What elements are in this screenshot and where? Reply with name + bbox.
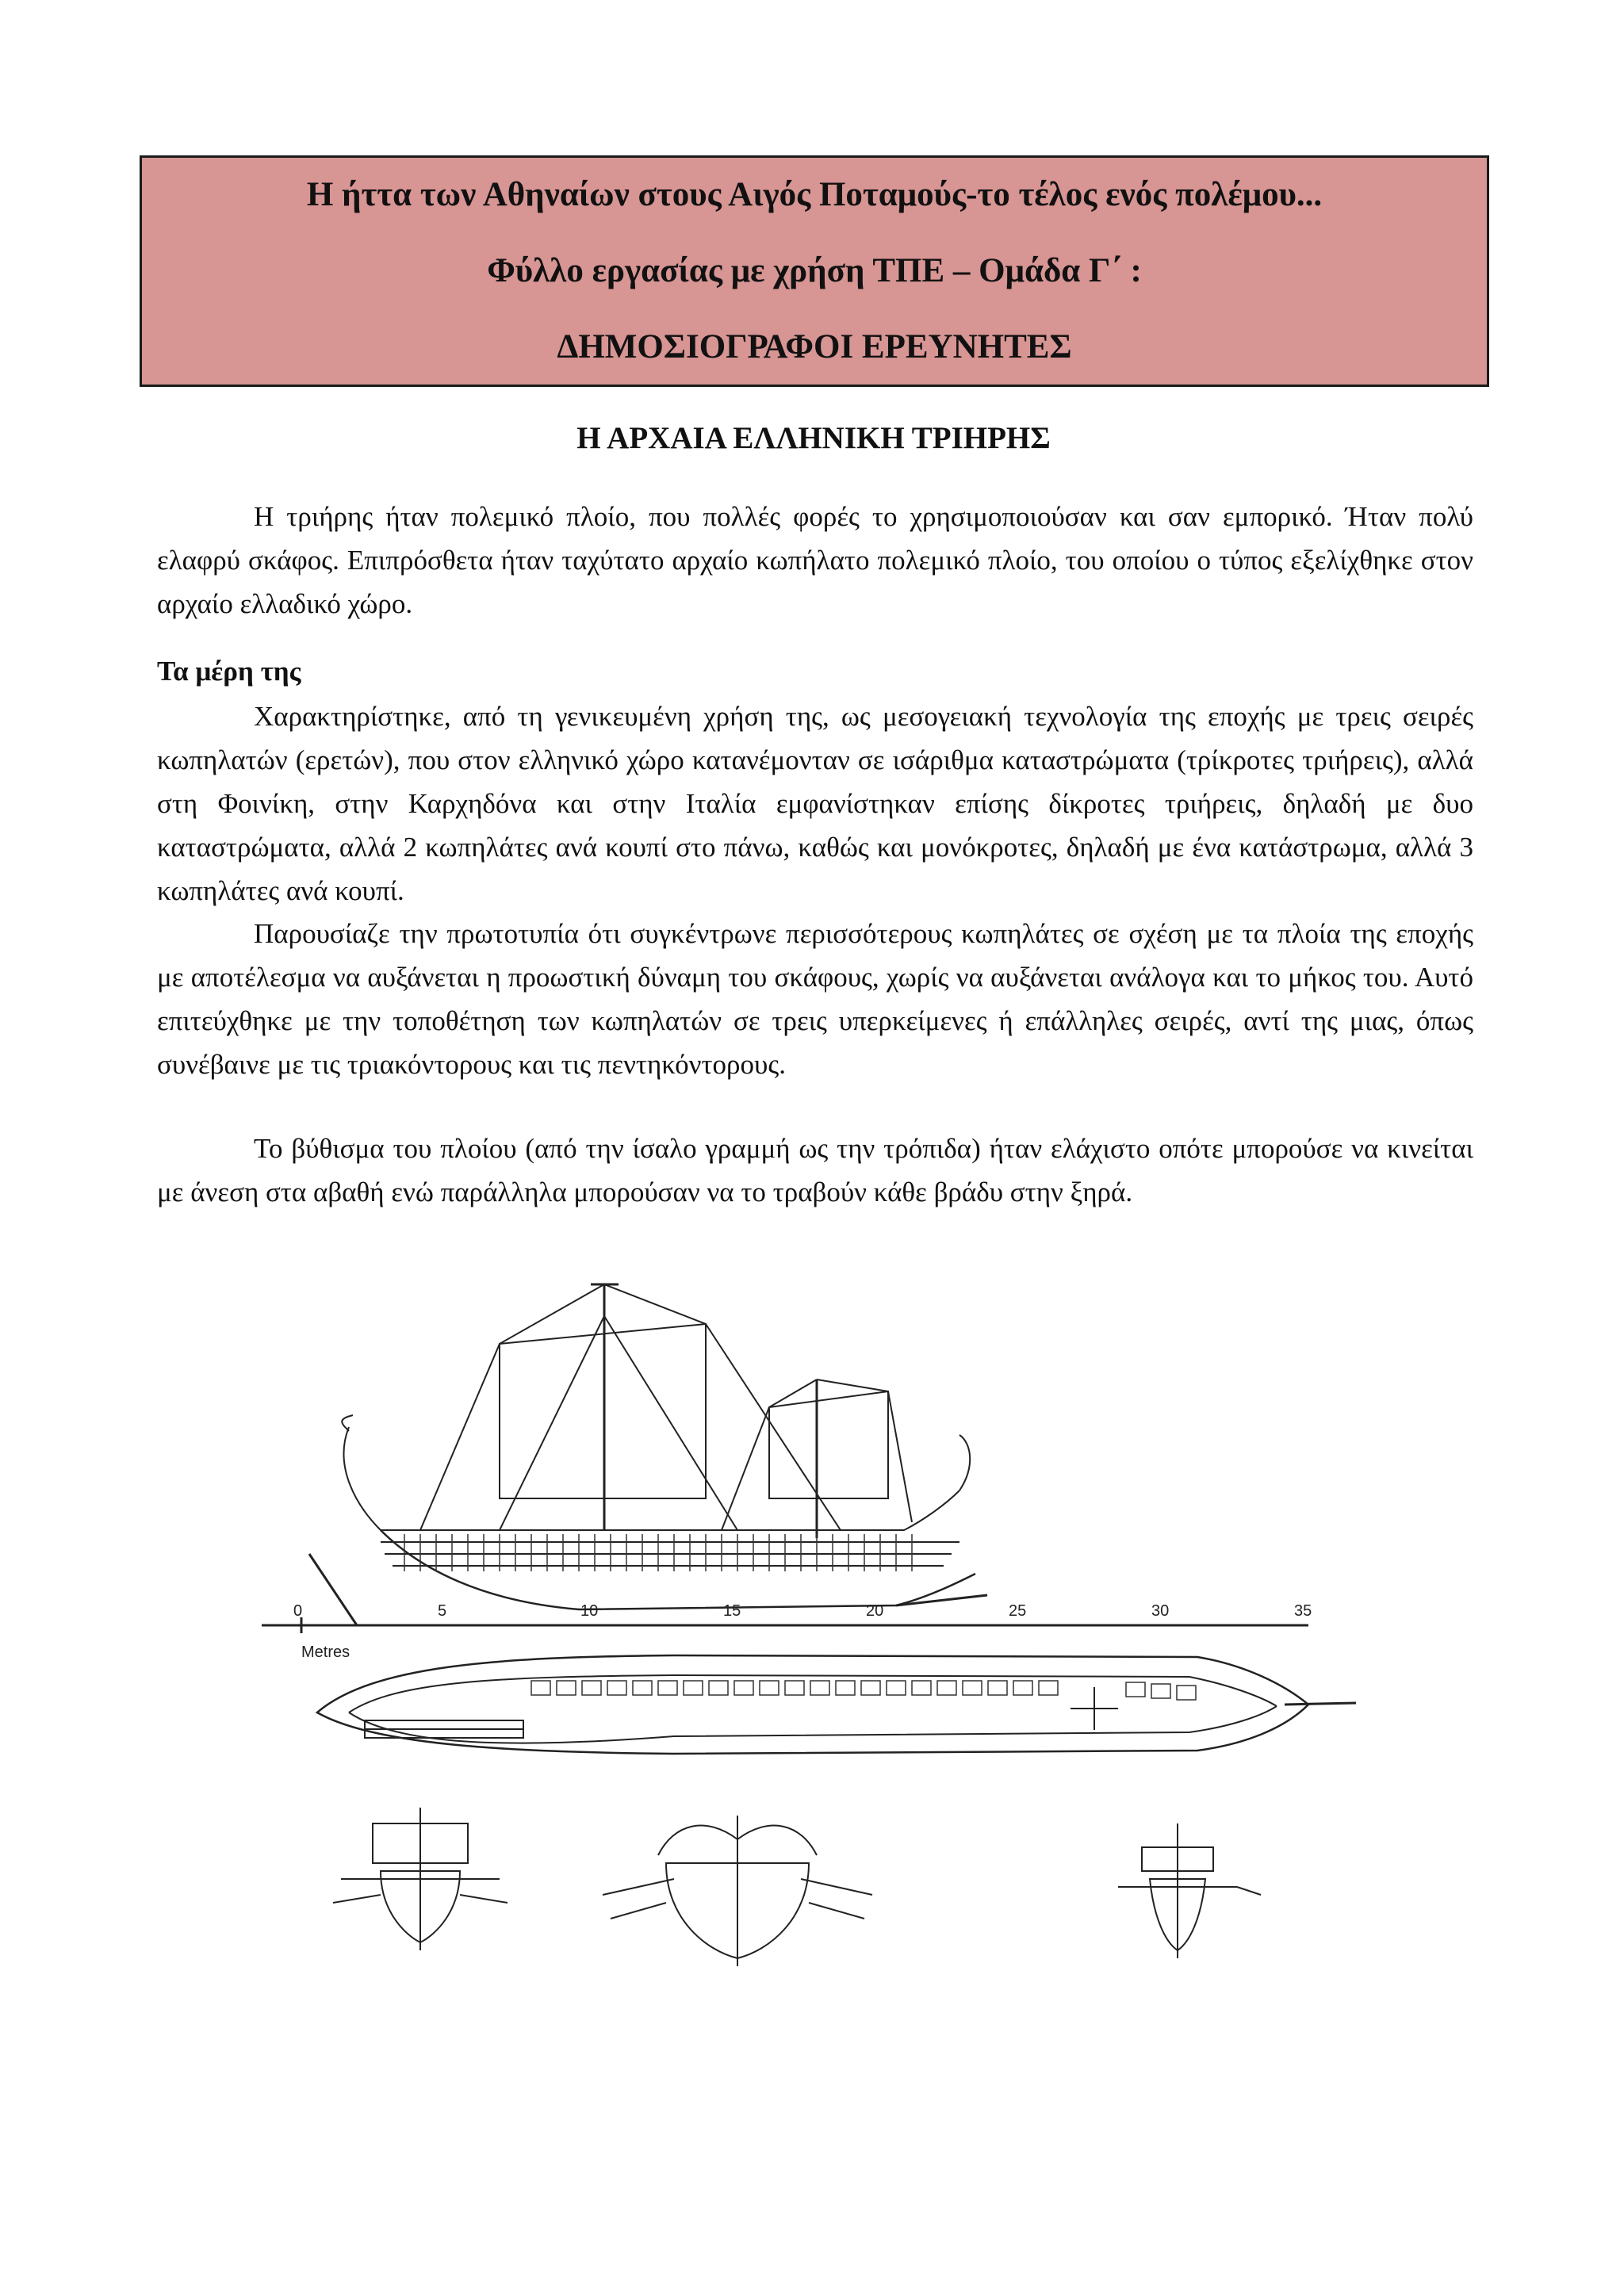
cross-section-middle xyxy=(603,1816,872,1966)
rower-benches xyxy=(531,1681,1196,1700)
cross-section-right xyxy=(1118,1823,1261,1958)
steering-oar xyxy=(309,1554,357,1625)
header-subtitle: Φύλλο εργασίας με χρήση ΤΠΕ – Ομάδα Γ΄ : xyxy=(487,252,1142,289)
header-group-name: ΔΗΜΟΣΙΟΓΡΑΦΟΙ ΕΡΕΥΝΗΤΕΣ xyxy=(557,328,1072,365)
body-paragraph-2: Παρουσίαζε την πρωτοτυπία ότι συγκέντρωνε περισσότερους κωπηλάτες σε σχέση με τα πλοία της εποχής με αποτέλεσμα να αυξάνεται η προωστική δύναμη του σκάφους, χωρίς να αυξάνεται ανάλογα και το μήκος του. Αυτό επιτεύχθηκε με την τοποθέτηση των κωπηλατών σε τρεις υπερκείμενες ή επάλληλες σειρές, αντί της μιας, όπως συνέβαινε με τις τριακόντορους και τις πεντηκόντορους. xyxy=(157,918,1473,1080)
header-title: Η ήττα των Αθηναίων στους Αιγός Ποταμούς-το τέλος ενός πολέμου... xyxy=(306,176,1323,213)
trireme-plan-view xyxy=(317,1655,1356,1754)
ram xyxy=(896,1595,987,1605)
scale-unit-label: Metres xyxy=(301,1644,350,1661)
fore-sail xyxy=(769,1391,888,1498)
scale-tick-20: 20 xyxy=(866,1602,884,1620)
scale-tick-25: 25 xyxy=(1009,1602,1027,1620)
trireme-line-drawing xyxy=(262,1269,1419,1982)
section-heading: Τα μέρη της xyxy=(157,656,301,687)
body-paragraph-1: Χαρακτηρίστηκε, από τη γενικευμένη χρήση της, ως μεσογειακή τεχνολογία της εποχής με τρεις σειρές κωπηλατών (ερετών), που στον ελληνικό χώρο κατανέμονταν σε ισάριθμα καταστρώματα (τρίκροτες τριήρεις), αλλά στη Φοινίκη, στην Καρχηδόνα και στην Ιταλία εμφανίστηκαν επίσης δίκροτες τριήρεις, δηλαδή με δυο καταστρώματα, αλλά 2 κωπηλάτες ανά κουπί στο πάνω, καθώς και μονόκροτες, δηλαδή με ένα κατάστρωμα, αλλά 3 κωπηλάτες ανά κουπί. xyxy=(157,701,1473,906)
body-paragraph-3: Το βύθισμα του πλοίου (από την ίσαλο γραμμή ως την τρόπιδα) ήταν ελάχιστο οπότε μπορούσε να κινείται με άνεση στα αβαθή ενώ παράλληλα μπορούσαν να το τραβούν κάθε βράδυ στην ξηρά. xyxy=(157,1133,1473,1207)
hull-upper-line xyxy=(344,1427,959,1530)
trireme-drawing xyxy=(262,1269,1419,1982)
scale-bar xyxy=(262,1617,1308,1641)
intro-paragraph: Η τριήρης ήταν πολεμικό πλοίο, που πολλές φορές το χρησιμοποιούσαν και σαν εμπορικό. Ήταν πολύ ελαφρύ σκάφος. Επιπρόσθετα ήταν ταχύτατο αρχαίο κωπήλατο πολεμικό πλοίο, του οποίου ο τύπος εξελίχθηκε στον αρχαίο ελλαδικό χώρο. xyxy=(157,501,1473,619)
scale-tick-35: 35 xyxy=(1294,1602,1312,1620)
stern-ornament xyxy=(959,1435,970,1490)
scale-tick-0: 0 xyxy=(293,1602,303,1620)
scale-tick-5: 5 xyxy=(438,1602,447,1620)
scale-tick-10: 10 xyxy=(580,1602,599,1620)
worksheet-header-box xyxy=(140,155,1489,387)
scale-tick-30: 30 xyxy=(1151,1602,1170,1620)
main-sail xyxy=(500,1324,706,1498)
scale-tick-15: 15 xyxy=(723,1602,741,1620)
cross-section-left xyxy=(333,1808,508,1950)
scale-ticks xyxy=(293,1602,1312,1661)
document-title: Η ΑΡΧΑΙΑ ΕΛΛΗΝΙΚΗ ΤΡΙΗΡΗΣ xyxy=(576,421,1051,455)
